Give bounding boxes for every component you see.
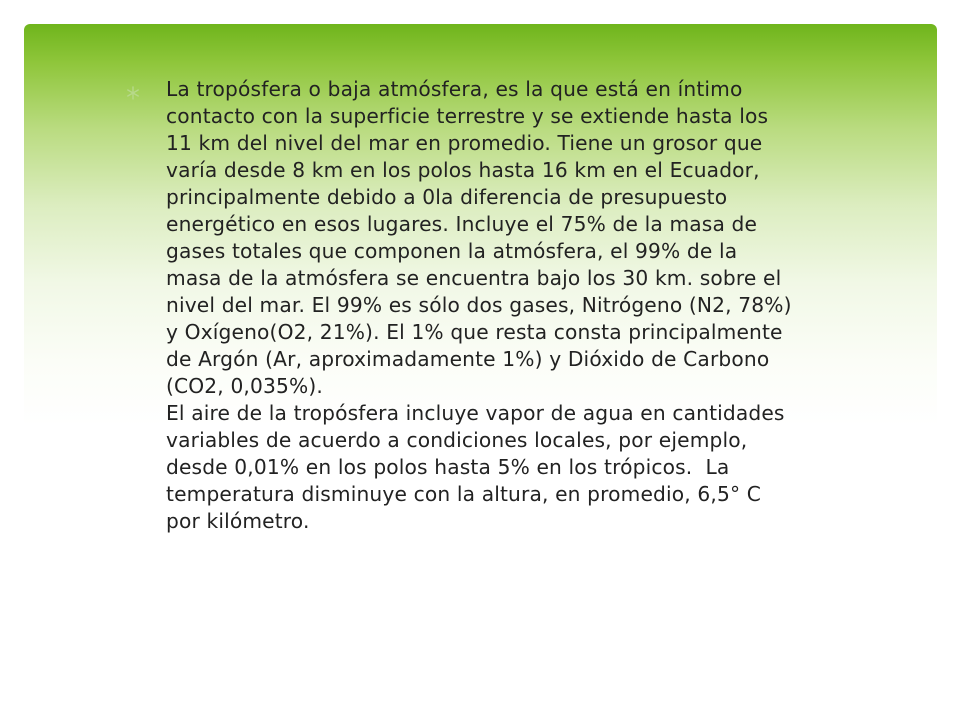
content-panel — [24, 24, 937, 672]
bullet-item — [114, 76, 894, 535]
body-text: La tropósfera o baja atmósfera, es la que está en íntimo contacto con la superficie terrestre y se extiende hasta los 11 km del nivel del mar en promedio. Tiene un grosor que varía desde 8 km en los polos hasta 16 km en el Ecuador, principalmente debido a 0la diferencia de presupuesto energético en esos lugares. Incluye el 75% de la masa de gases totales que componen la atmósfera, el 99% de la masa de la atmósfera se encuentra bajo los 30 km. sobre el nivel del mar. El 99% es sólo dos gases, Nitrógeno (N2, 78%) y Oxígeno(O2, 21%). El 1% que resta consta principalmente de Argón (Ar, aproximadamente 1%) y Dióxido de Carbono (CO2, 0,035%). El aire de la tropósfera incluye vapor de agua en cantidades variables de acuerdo a condiciones locales, por ejemplo, desde 0,01% en los polos hasta 5% en los trópicos. La temperatura disminuye con la altura, en promedio, 6,5° C por kilómetro. — [166, 77, 792, 533]
asterisk-bullet-icon — [126, 86, 140, 100]
